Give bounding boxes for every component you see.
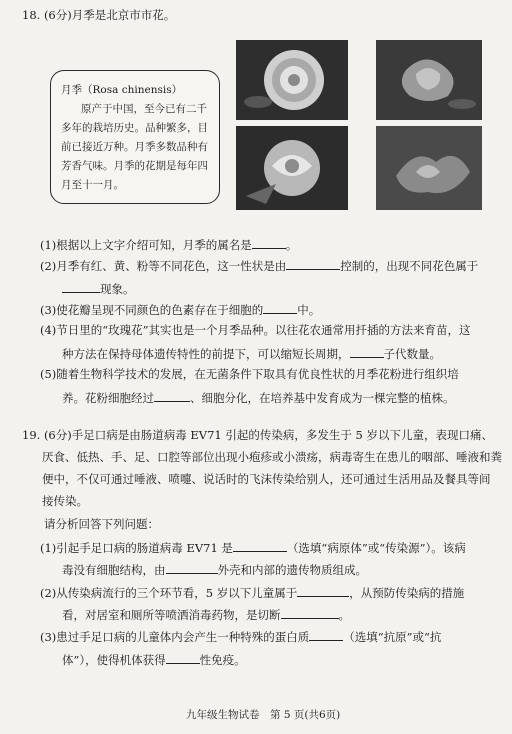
page-footer: 九年级生物试卷 第 5 页(共6页) (186, 709, 341, 721)
card-line-6: 月至十一月。 (61, 179, 124, 191)
q19-item-1: (1)引起手足口病的肠道病毒 EV71 是 （选填“病原体”或“传染源”）。该病 (40, 541, 466, 555)
rose-photo-2 (376, 40, 482, 120)
answer-blank[interactable] (281, 608, 339, 619)
answer-blank[interactable] (297, 586, 349, 597)
answer-blank[interactable] (154, 391, 190, 402)
q19-item-2: (2)从传染病流行的三个环节看，5 岁以下儿童属于 ，从预防传染病的措施 (40, 586, 465, 600)
answer-blank[interactable] (252, 238, 286, 249)
answer-blank[interactable] (286, 259, 340, 270)
answer-blank[interactable] (263, 303, 297, 314)
q18-item-4-cont: 种方法在保持母体遗传特性的前提下，可以缩短长周期， 子代数量。 (62, 347, 441, 361)
q18-item-2: (2)月季有红、黄、粉等不同花色，这一性状是由 控制的，出现不同花色属于 (40, 259, 479, 273)
q19-intro-4: 接传染。 (42, 494, 88, 508)
info-card (50, 70, 220, 204)
q18-item-1: (1)根据以上文字介绍可知，月季的属名是 。 (40, 238, 298, 252)
card-line-1: 月季（Rosa chinensis） (61, 84, 183, 96)
q19-item-1-cont: 毒没有细胞结构，由 外壳和内部的遗传物质组成。 (62, 563, 367, 577)
q19-item-2-cont: 看，对居室和厕所等喷洒消毒药物，是切断 。 (62, 608, 350, 622)
card-line-4: 前已接近万种。月季多数品种有 (61, 141, 208, 153)
q18-item-4: (4)节日里的“玫瑰花”其实也是一个月季品种。以往花农通常用扦插的方法来育苗，这 (40, 323, 471, 337)
q19-intro-3: 便中，不仅可通过唾液、喷嚏、说话时的飞沫传染给别人，还可通过生活用品及餐具等间 (42, 472, 491, 486)
card-line-2: 原产于中国，至今已有二千 (81, 103, 207, 115)
answer-blank[interactable] (62, 282, 100, 293)
q18-item-2-cont: 现象。 (62, 282, 135, 296)
rose-photo-3 (236, 126, 348, 210)
q18-item-3: (3)使花瓣呈现不同颜色的色素存在于细胞的 中。 (40, 303, 321, 317)
answer-blank[interactable] (350, 347, 384, 358)
rose-photo-4 (376, 126, 482, 210)
q18-item-5: (5)随着生物科学技术的发展，在无菌条件下取具有优良性状的月季花粉进行组织培 (40, 367, 459, 381)
q18-item-5-cont: 养。花粉细胞经过 、细胞分化，在培养基中发育成为一棵完整的植株。 (62, 391, 455, 405)
q18-heading: 18. (6分)月季是北京市市花。 (22, 8, 176, 22)
card-line-3: 多年的栽培历史。品种繁多，目 (61, 122, 208, 134)
answer-blank[interactable] (166, 563, 218, 574)
q19-item-3-cont: 体”），使得机体获得 性免疫。 (62, 653, 246, 667)
q19-item-3: (3)患过手足口病的儿童体内会产生一种特殊的蛋白质 （选填“抗原”或“抗 (40, 630, 442, 644)
rose-photo-1 (236, 40, 348, 120)
answer-blank[interactable] (309, 630, 343, 641)
answer-blank[interactable] (233, 541, 287, 552)
q19-intro-2: 厌食、低热、手、足、口腔等部位出现小疱疹或小溃疡，病毒寄生在患儿的咽部、唾液和粪 (42, 450, 502, 464)
q19-intro-1: 19. (6分)手足口病是由肠道病毒 EV71 引起的传染病，多发生于 5 岁以下儿童，表现口痛、 (22, 428, 494, 442)
card-line-5: 芳香气味。月季的花期是每年四 (61, 160, 208, 172)
answer-blank[interactable] (166, 653, 200, 664)
q19-prompt: 请分析回答下列问题： (44, 517, 159, 531)
